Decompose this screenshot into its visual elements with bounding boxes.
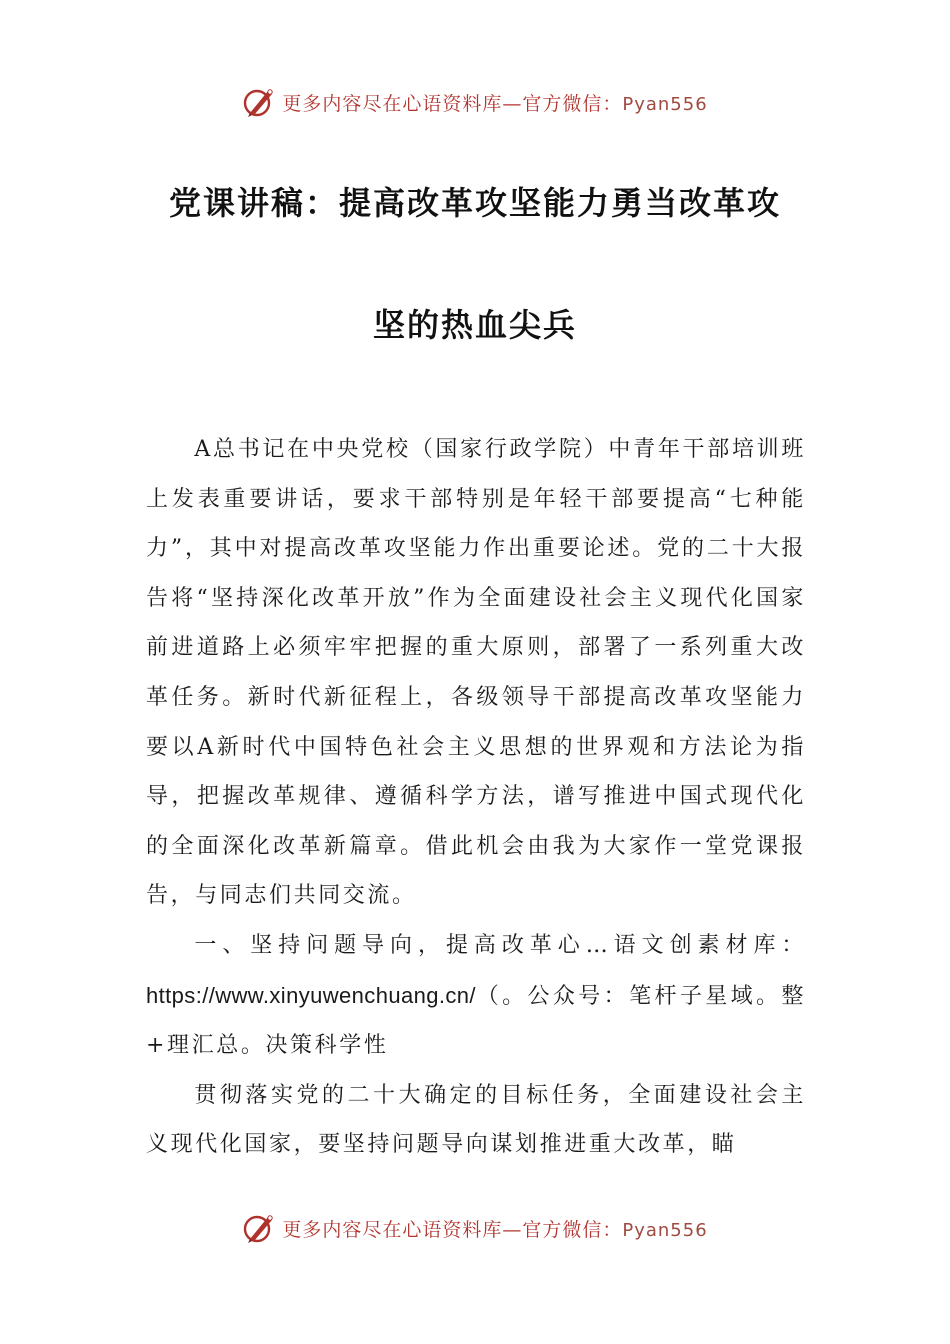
source-url-link[interactable]: https://www.xinyuwenchuang.cn/	[146, 982, 476, 1008]
paragraph-intro: A总书记在中央党校（国家行政学院）中青年干部培训班上发表重要讲话，要求干部特别是年轻干部要提高“七种能力”，其中对提高改革攻坚能力作出重要论述。党的二十大报告将“坚持深化改革开放”作为全面建设社会主义现代化国家前进道路上必须牢牢把握的重大原则，部署了一系列重大改革任务。新时代新征程上，各级领导干部提高改革攻坚能力要以A新时代中国特色社会主义思想的世界观和方法论为指导，把握改革规律、遵循科学方法，谱写推进中国式现代化的全面深化改革新篇章。借此机会由我为大家作一堂党课报告，与同志们共同交流。	[146, 437, 806, 909]
pen-logo-icon	[242, 1211, 276, 1245]
section-heading-text: 一、坚持问题导向，提高改革心…语文创素材库：	[194, 932, 806, 958]
paragraph-section-heading	[146, 921, 806, 1071]
paragraph-body: 贯彻落实党的二十大确定的目标任务，全面建设社会主义现代化国家，要坚持问题导向谋划推进重大改革，瞄	[146, 1082, 806, 1158]
watermark-text: 更多内容尽在心语资料库—官方微信：	[282, 92, 623, 115]
header-watermark	[0, 82, 950, 122]
watermark-text: 更多内容尽在心语资料库—官方微信：	[282, 1218, 623, 1241]
section-heading-suffix: （。公众号：笔杆子星域。整+理汇总。决策科学性	[146, 983, 806, 1059]
wechat-id: Pyan556	[622, 1219, 708, 1241]
document-title-line-1: 党课讲稿：提高改革攻坚能力勇当改革攻	[168, 184, 781, 222]
footer-watermark	[0, 1208, 950, 1248]
document-title-line-2: 坚的热血尖兵	[372, 306, 577, 344]
wechat-id: Pyan556	[622, 93, 708, 115]
pen-logo-icon	[242, 85, 276, 119]
document-body	[146, 425, 806, 1170]
